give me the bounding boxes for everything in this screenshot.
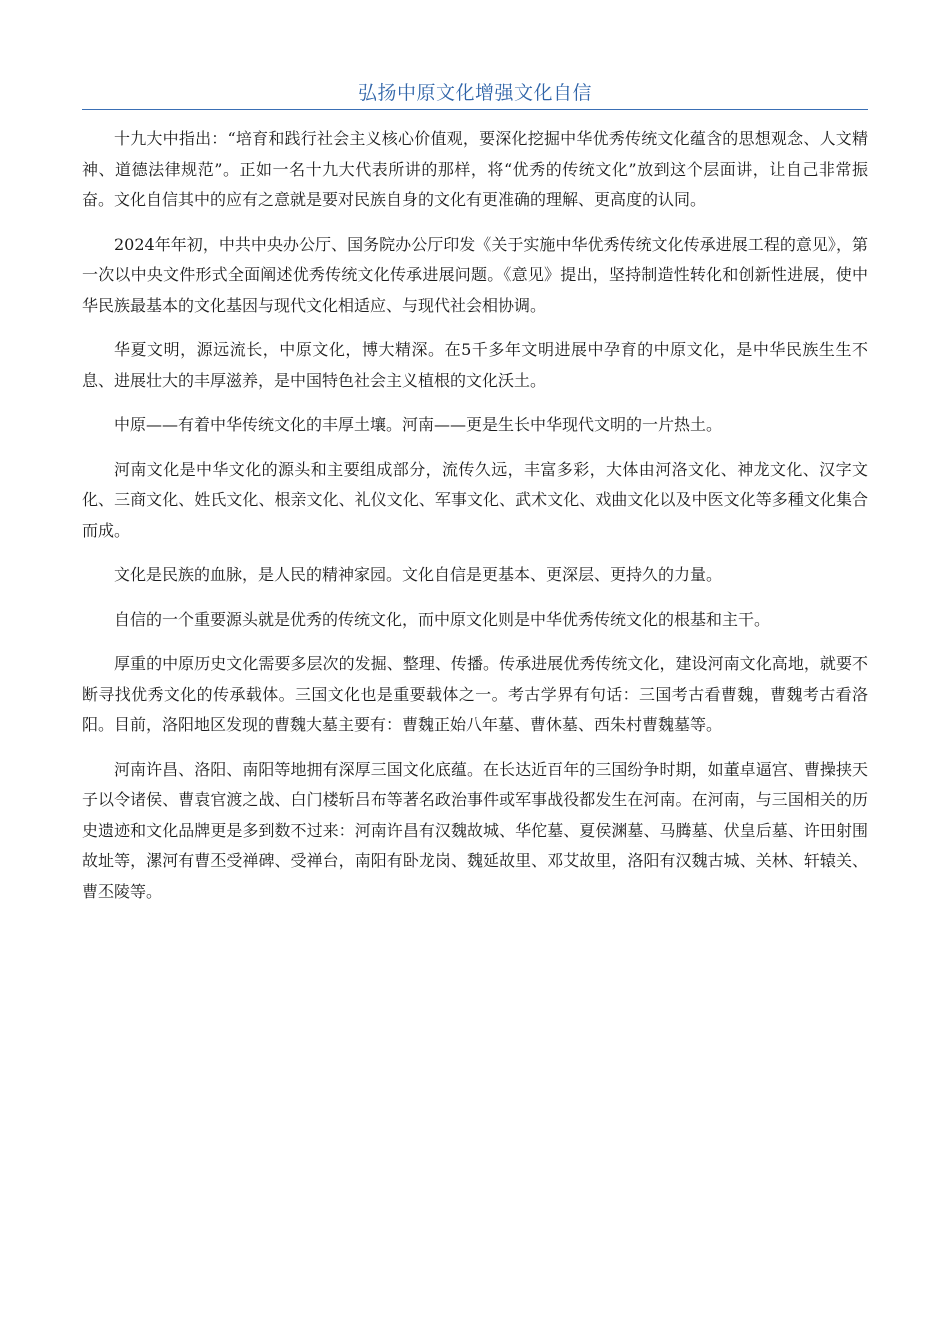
paragraph-7: 自信的一个重要源头就是优秀的传统文化，而中原文化则是中华优秀传统文化的根基和主干。	[114, 609, 771, 629]
paragraph-8: 厚重的中原历史文化需要多层次的发掘、整理、传播。传承进展优秀传统文化，建设河南文化高地，就要不断寻找优秀文化的传承载体。三国文化也是重要载体之一。考古学界有句话：三国考古看曹魏，曹魏考古看洛阳。目前，洛阳地区发现的曹魏大墓主要有：曹魏正始八年墓、曹休墓、西朱村曹魏墓等。	[82, 654, 868, 734]
paragraph-3: 华夏文明，源远流长，中原文化，博大精深。在5千多年文明进展中孕育的中原文化，是中华民族生生不息、进展壮大的丰厚滋养，是中国特色社会主义植根的文化沃土。	[82, 340, 868, 390]
paragraph-5: 河南文化是中华文化的源头和主要组成部分，流传久远，丰富多彩，大体由河洛文化、神龙文化、汉字文化、三商文化、姓氏文化、根亲文化、礼仪文化、军事文化、武术文化、戏曲文化以及中医文化等多種文化集合而成。	[82, 459, 868, 540]
document-title: 弘扬中原文化增强文化自信	[357, 82, 592, 104]
title-divider	[82, 109, 868, 110]
document-page	[82, 78, 868, 921]
paragraph-1: 十九大中指出：“培育和践行社会主义核心价值观，要深化挖掘中华优秀传统文化蕴含的思想观念、人文精神、道德法律规范”。正如一名十九大代表所讲的那样，将“优秀的传统文化”放到这个层面讲，让自己非常振奋。文化自信其中的应有之意就是要对民族自身的文化有更准确的理解、更高度的认同。	[82, 129, 868, 209]
paragraph-9: 河南许昌、洛阳、南阳等地拥有深厚三国文化底蕴。在长达近百年的三国纷争时期，如董卓逼宫、曹操挟天子以令诸侯、曹袁官渡之战、白门楼斩吕布等著名政治事件或军事战役都发生在河南。在河南，与三国相关的历史遗迹和文化品牌更是多到数不过来：河南许昌有汉魏故城、华佗墓、夏侯渊墓、马腾墓、伏皇后墓、许田射围故址等，漯河有曹丕受禅碑、受禅台，南阳有卧龙岗、魏延故里、邓艾故里，洛阳有汉魏古城、关林、轩辕关、曹丕陵等。	[82, 759, 868, 901]
paragraph-2: 2024年年初，中共中央办公厅、国务院办公厅印发《关于实施中华优秀传统文化传承进展工程的意见》，第一次以中央文件形式全面阐述优秀传统文化传承进展问题。《意见》提出，坚持制造性转化和创新性进展，使中华民族最基本的文化基因与现代文化相适应、与现代社会相协调。	[82, 234, 868, 315]
paragraph-4: 中原——有着中华传统文化的丰厚土壤。河南——更是生长中华现代文明的一片热土。	[114, 415, 723, 434]
document-body	[82, 124, 868, 907]
paragraph-6: 文化是民族的血脉，是人民的精神家园。文化自信是更基本、更深层、更持久的力量。	[114, 565, 723, 584]
